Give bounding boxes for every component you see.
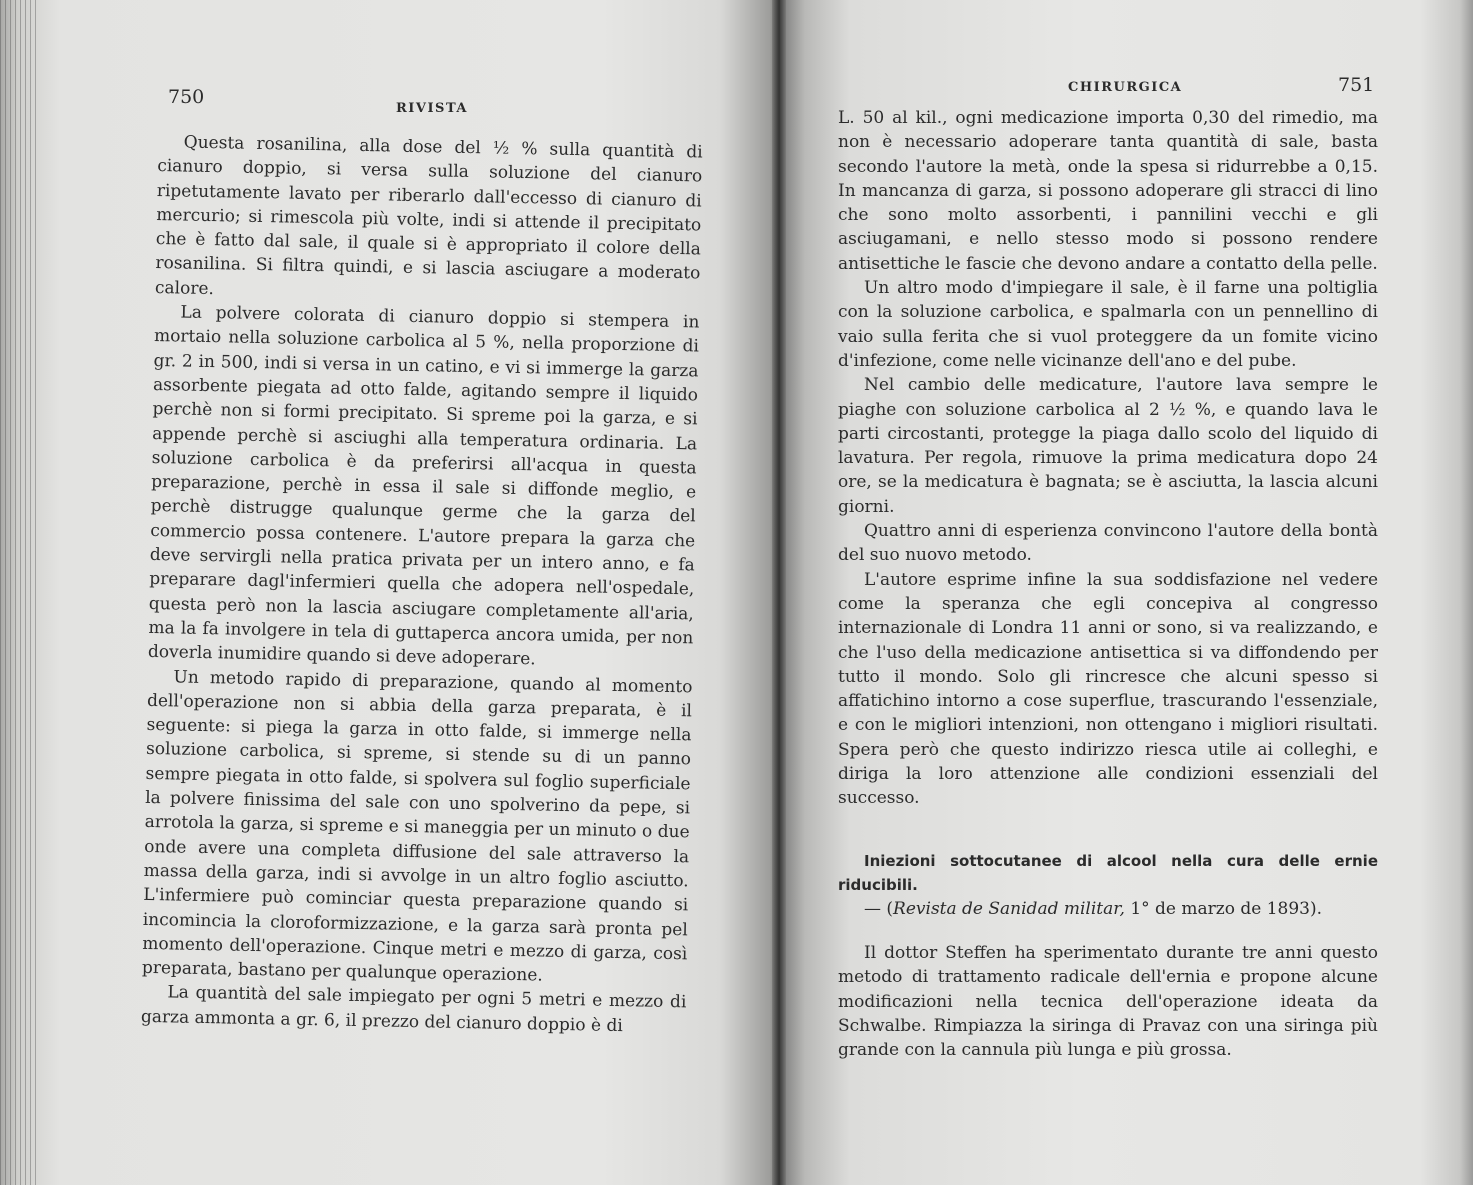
article-source: [838, 897, 1378, 921]
page-number-left: 750: [168, 86, 205, 108]
page-edge-shadow: [0, 0, 36, 1185]
running-head-right: CHIRURGICA: [1068, 80, 1183, 95]
source-date: 1° de marzo de 1893).: [1124, 898, 1323, 919]
source-dash: — (: [864, 898, 894, 919]
paragraph: L. 50 al kil., ogni medicazione importa 0,30 del rimedio, ma non è necessario adoperare tanta quantità di sale, basta secondo l'autore la metà, onde la spesa si ridurrebbe a 0,15. In mancanza di garza, si possono adoperare gli stracci di lino che sono molto assorbenti, i pannilini vecchi e gli asciugamani, e nello stesso modo si possono rendere antisettiche le fascie che devono andare a contatto della pelle.: [838, 108, 1378, 274]
left-text-column: [141, 130, 703, 1039]
paragraph: Il dottor Steffen ha sperimentato durante tre anni questo metodo di trattamento radicale dell'ernia e propone alcune modificazioni nella tecnica dell'operazione ideata da Schwalbe. Rimpiazza la siringa di Pravaz con una siringa più grande con la cannula più lunga e più grossa.: [838, 942, 1378, 1061]
section-gap: [838, 921, 1378, 941]
right-text-column: [838, 106, 1378, 1062]
running-head-left: RIVISTA: [396, 101, 468, 116]
article-heading: Iniezioni sottocutanee di alcool nella cura delle ernie riducibili.: [838, 851, 1378, 894]
paragraph: Un altro modo d'impiegare il sale, è il farne una poltiglia con la soluzione carbolica, e spalmarla con un pennellino di vaio sulla ferita che si vuol proteggere da un fomite vicino d'infezione, come nelle vicinanze dell'ano e del pube.: [838, 278, 1378, 371]
book-gutter: [772, 0, 786, 1185]
paragraph: Nel cambio delle medicature, l'autore lava sempre le piaghe con soluzione carbolica al 2 ½ %, e quando lava le parti circostanti, protegge la piaga dallo scolo del liquido di lavatura. Per regola, rimuove la prima medicatura dopo 24 ore, se la medicatura è bagnata; se è asciutta, la lascia alcuni giorni.: [838, 375, 1378, 517]
paragraph: La quantità del sale impiegato per ogni 5 metri e mezzo di garza ammonta a gr. 6, il prezzo del cianuro doppio è di: [140, 982, 687, 1036]
source-journal: Revista de Sanidad militar,: [893, 898, 1125, 919]
paragraph: Quattro anni di esperienza convincono l'autore della bontà del suo nuovo metodo.: [838, 521, 1378, 566]
paragraph: La polvere colorata di cianuro doppio si stempera in mortaio nella soluzione carbolica al 5 %, nella proporzione di gr. 2 in 500, indi si versa in un catino, e vi si immerge la garza assorbente piegata ad otto falde, agitando sempre il liquido perchè non si formi precipitato. Si spreme poi la garza, e si appende perchè si asciughi alla temperatura ordinaria. La soluzione carbolica è da preferirsi all'acqua in questa preparazione, perchè in essa il sale si diffonde meglio, e perchè distrugge qualunque germe che la garza del commercio possa contenere. L'autore prepara la garza che deve servirgli nella pratica privata per un intero anno, e fa preparare dagl'infermieri quella che adopera nell'ospedale, questa però non la lascia asciugare completamente all'aria, ma la fa involgere in tela di guttaperca ancora umida, per non doverla inumidire quando si deve adoperare.: [147, 302, 700, 670]
paragraph: Questa rosanilina, alla dose del ½ % sulla quantità di cianuro doppio, si versa sulla soluzione del cianuro ripetutamente lavato per riberarlo dall'eccesso di cianuro di mercurio; si rimescola più volte, indi si attende il precipitato che è fatto dal sale, il quale si è appropriato il colore della rosanilina. Si filtra quindi, e si lascia asciugare a moderato calore.: [154, 132, 703, 299]
paragraph: L'autore esprime infine la sua soddisfazione nel vedere come la speranza che egli concepiva al congresso internazionale di Londra 11 anni or sono, si va realizzando, e che l'uso della medicazione antisettica si va diffondendo per tutto il mondo. Solo gli rincresce che alcuni spesso si affatichino intorno a cose superflue, trascurando l'essenziale, e con le migliori intenzioni, non ottengano i migliori risultati. Spera però che questo indirizzo riesca utile ai colleghi, e diriga la loro attenzione alle condizioni essenziali del successo.: [838, 569, 1378, 809]
page-number-right: 751: [1338, 74, 1375, 96]
section-gap: [838, 811, 1378, 849]
paragraph: Un metodo rapido di preparazione, quando al momento dell'operazione non si abbia della garza preparata, è il seguente: si piega la garza in otto falde, si immerge nella soluzione carbolica, si spreme, si stende su di un panno sempre piegata in otto falde, si spolvera sul foglio superficiale la polvere finissima del sale con uno spolverino da pepe, si arrotola la garza, si spreme e si maneggia per un minuto o due onde avere una completa diffusione del sale attraverso la massa della garza, indi si avvolge in un altro foglio asciutto. L'infermiere può cominciar questa preparazione quando si incomincia la cloroformizzazione, e la garza sarà pronta pel momento dell'operazione. Cinque metri e mezzo di garza, così preparata, bastano per qualunque operazione.: [141, 666, 693, 986]
